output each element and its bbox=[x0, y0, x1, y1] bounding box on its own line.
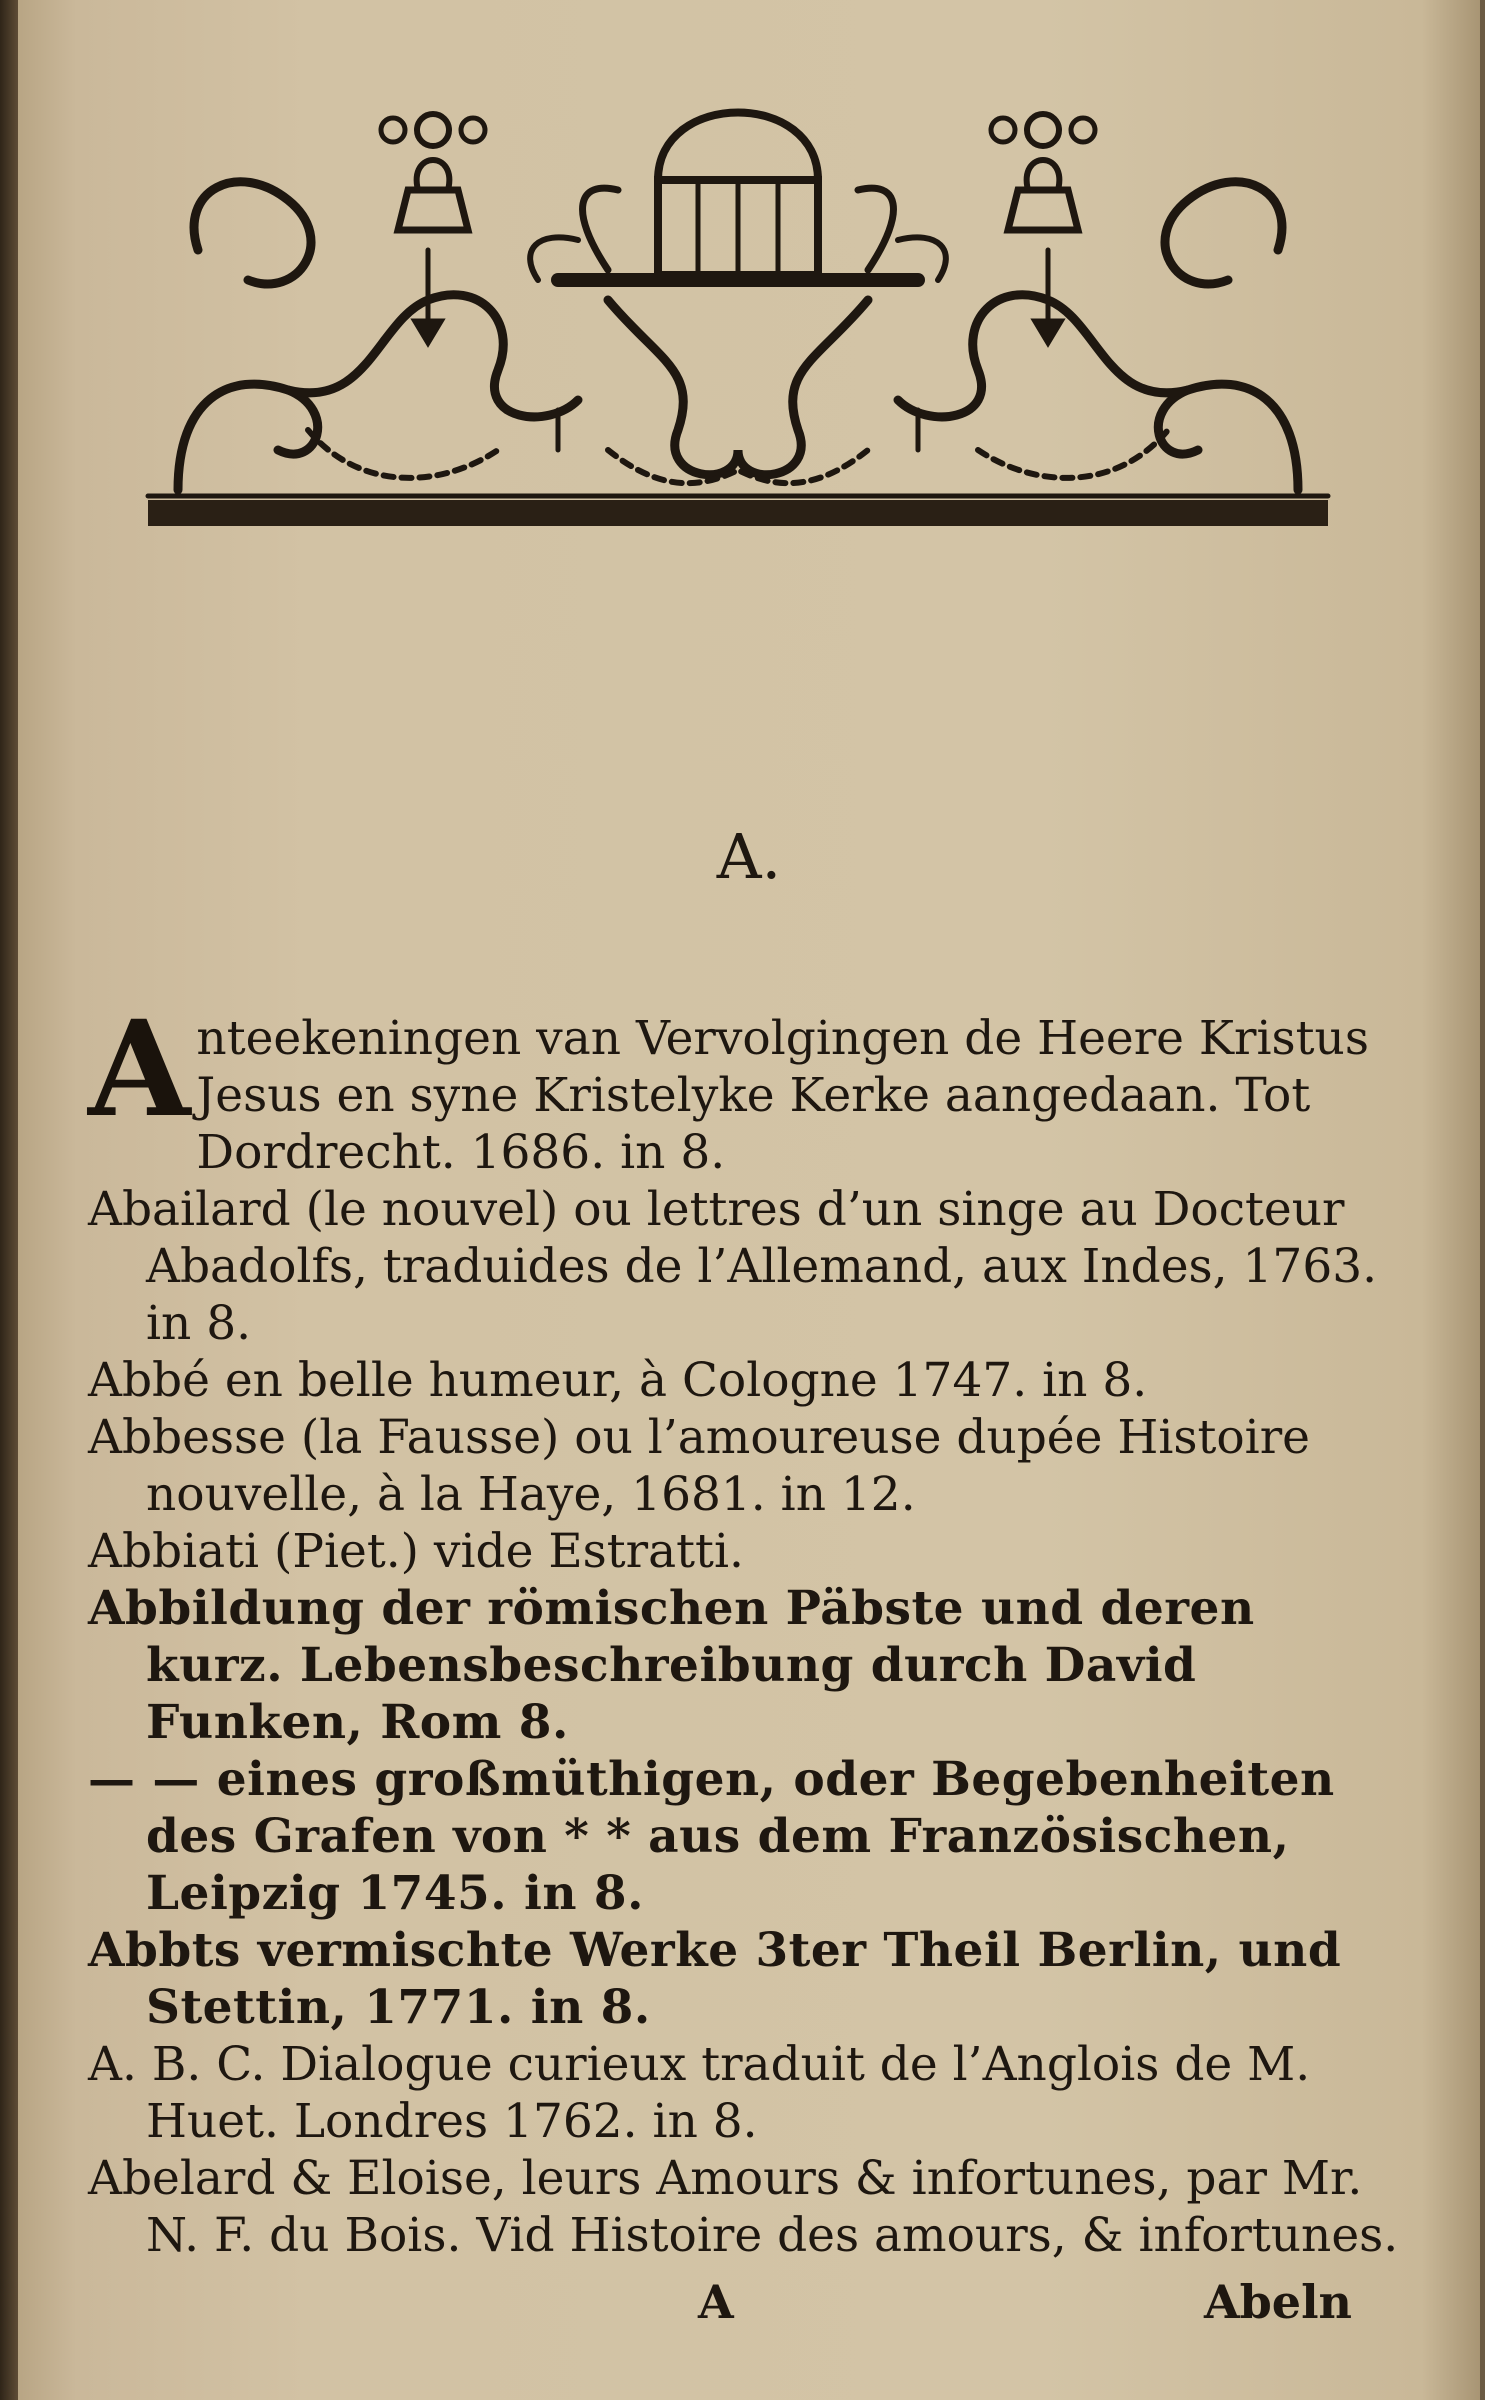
catalogue-entry: Abailard (le nouvel) ou lettres d’un singe au Docteur Abadolfs, traduides de l’Allemand, aux Indes, 1763. in 8. bbox=[88, 1182, 1378, 1351]
catalogue-entries bbox=[88, 992, 1408, 2264]
section-letter-heading: A. bbox=[716, 820, 782, 893]
drop-cap-initial: A bbox=[88, 992, 191, 1147]
page-footer bbox=[18, 2275, 1480, 2335]
catalogue-entry-fraktur: Abbts vermischte Werke 3ter Theil Berlin, und Stettin, 1771. in 8. bbox=[88, 1923, 1342, 2035]
catalogue-entry: Abbesse (la Fausse) ou l’amoureuse dupée Histoire nouvelle, à la Haye, 1681. in 12. bbox=[88, 1410, 1310, 1522]
catalogue-entry-text: nteekeningen van Vervolgingen de Heere Kristus Jesus en syne Kristelyke Kerke aangedaan. Tot Dordrecht. 1686. in 8. bbox=[196, 1011, 1369, 1180]
page-gutter bbox=[0, 0, 18, 2400]
catalogue-entry: A. B. C. Dialogue curieux traduit de l’Anglois de M. Huet. Londres 1762. in 8. bbox=[88, 2037, 1311, 2149]
catalogue-entry: Abelard & Eloise, leurs Amours & infortunes, par Mr. N. F. du Bois. Vid Histoire des amours, & infortunes. bbox=[88, 2151, 1399, 2263]
signature-mark: A bbox=[698, 2275, 734, 2329]
catalogue-entry-fraktur: — — eines großmüthigen, oder Begebenheiten des Grafen von * * aus dem Französischen, Leipzig 1745. in 8. bbox=[88, 1752, 1335, 1921]
ornamental-headpiece bbox=[138, 70, 1338, 550]
catalogue-entry-fraktur: Abbildung der römischen Päbste und deren kurz. Lebensbeschreibung durch David Funken, Rom 8. bbox=[88, 1581, 1255, 1750]
catalogue-entry-first bbox=[88, 992, 1408, 1181]
catchword: Abeln bbox=[1203, 2275, 1352, 2329]
catalogue-entry: Abbé en belle humeur, à Cologne 1747. in 8. bbox=[88, 1353, 1148, 1408]
catalogue-entry: Abbiati (Piet.) vide Estratti. bbox=[88, 1524, 744, 1579]
book-page bbox=[18, 0, 1480, 2400]
